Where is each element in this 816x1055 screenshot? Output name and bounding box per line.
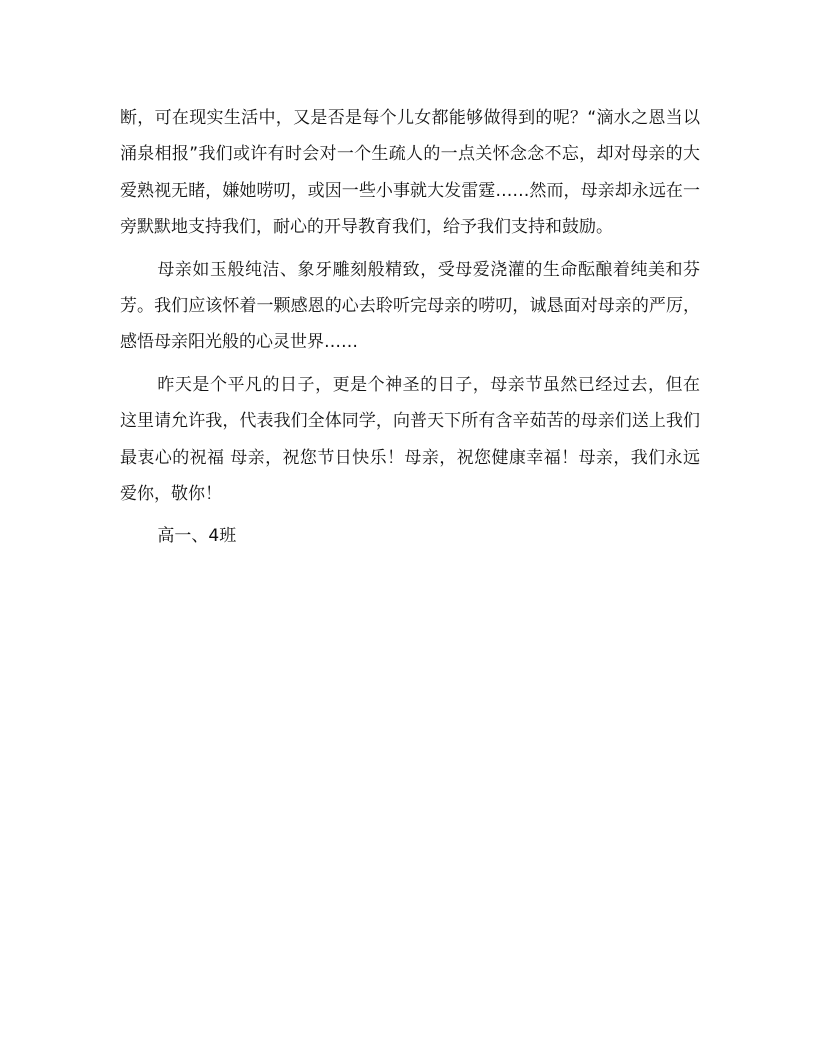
paragraph-mothers-day-blessing: 昨天是个平凡的日子，更是个神圣的日子，母亲节虽然已经过去，但在这里请允许我，代表我们全体同学，向普天下所有含辛茹苦的母亲们送上我们最衷心的祝福 母亲，祝您节日快乐！母亲，祝您健康幸福！母亲，我们永远爱你，敬你！	[120, 374, 700, 505]
signature-class: 高一、4班	[157, 526, 237, 547]
paragraph-continuation: 断，可在现实生活中，又是否是每个儿女都能够做得到的呢？“滴水之恩当以涌泉相报”我们或许有时会对一个生疏人的一点关怀念念不忘，却对母亲的大爱熟视无睹，嫌她唠叨，或因一些小事就大发雷霆……然而，母亲却永远在一旁默默地支持我们，耐心的开导教育我们，给予我们支持和鼓励。	[120, 108, 700, 238]
paragraph-mother-purity: 母亲如玉般纯洁、象牙雕刻般精致，受母爱浇灌的生命酝酿着纯美和芬芳。我们应该怀着一颗感恩的心去聆听完母亲的唠叨，诚恳面对母亲的严厉，感悟母亲阳光般的心灵世界……	[120, 259, 700, 353]
document-body	[120, 100, 700, 561]
